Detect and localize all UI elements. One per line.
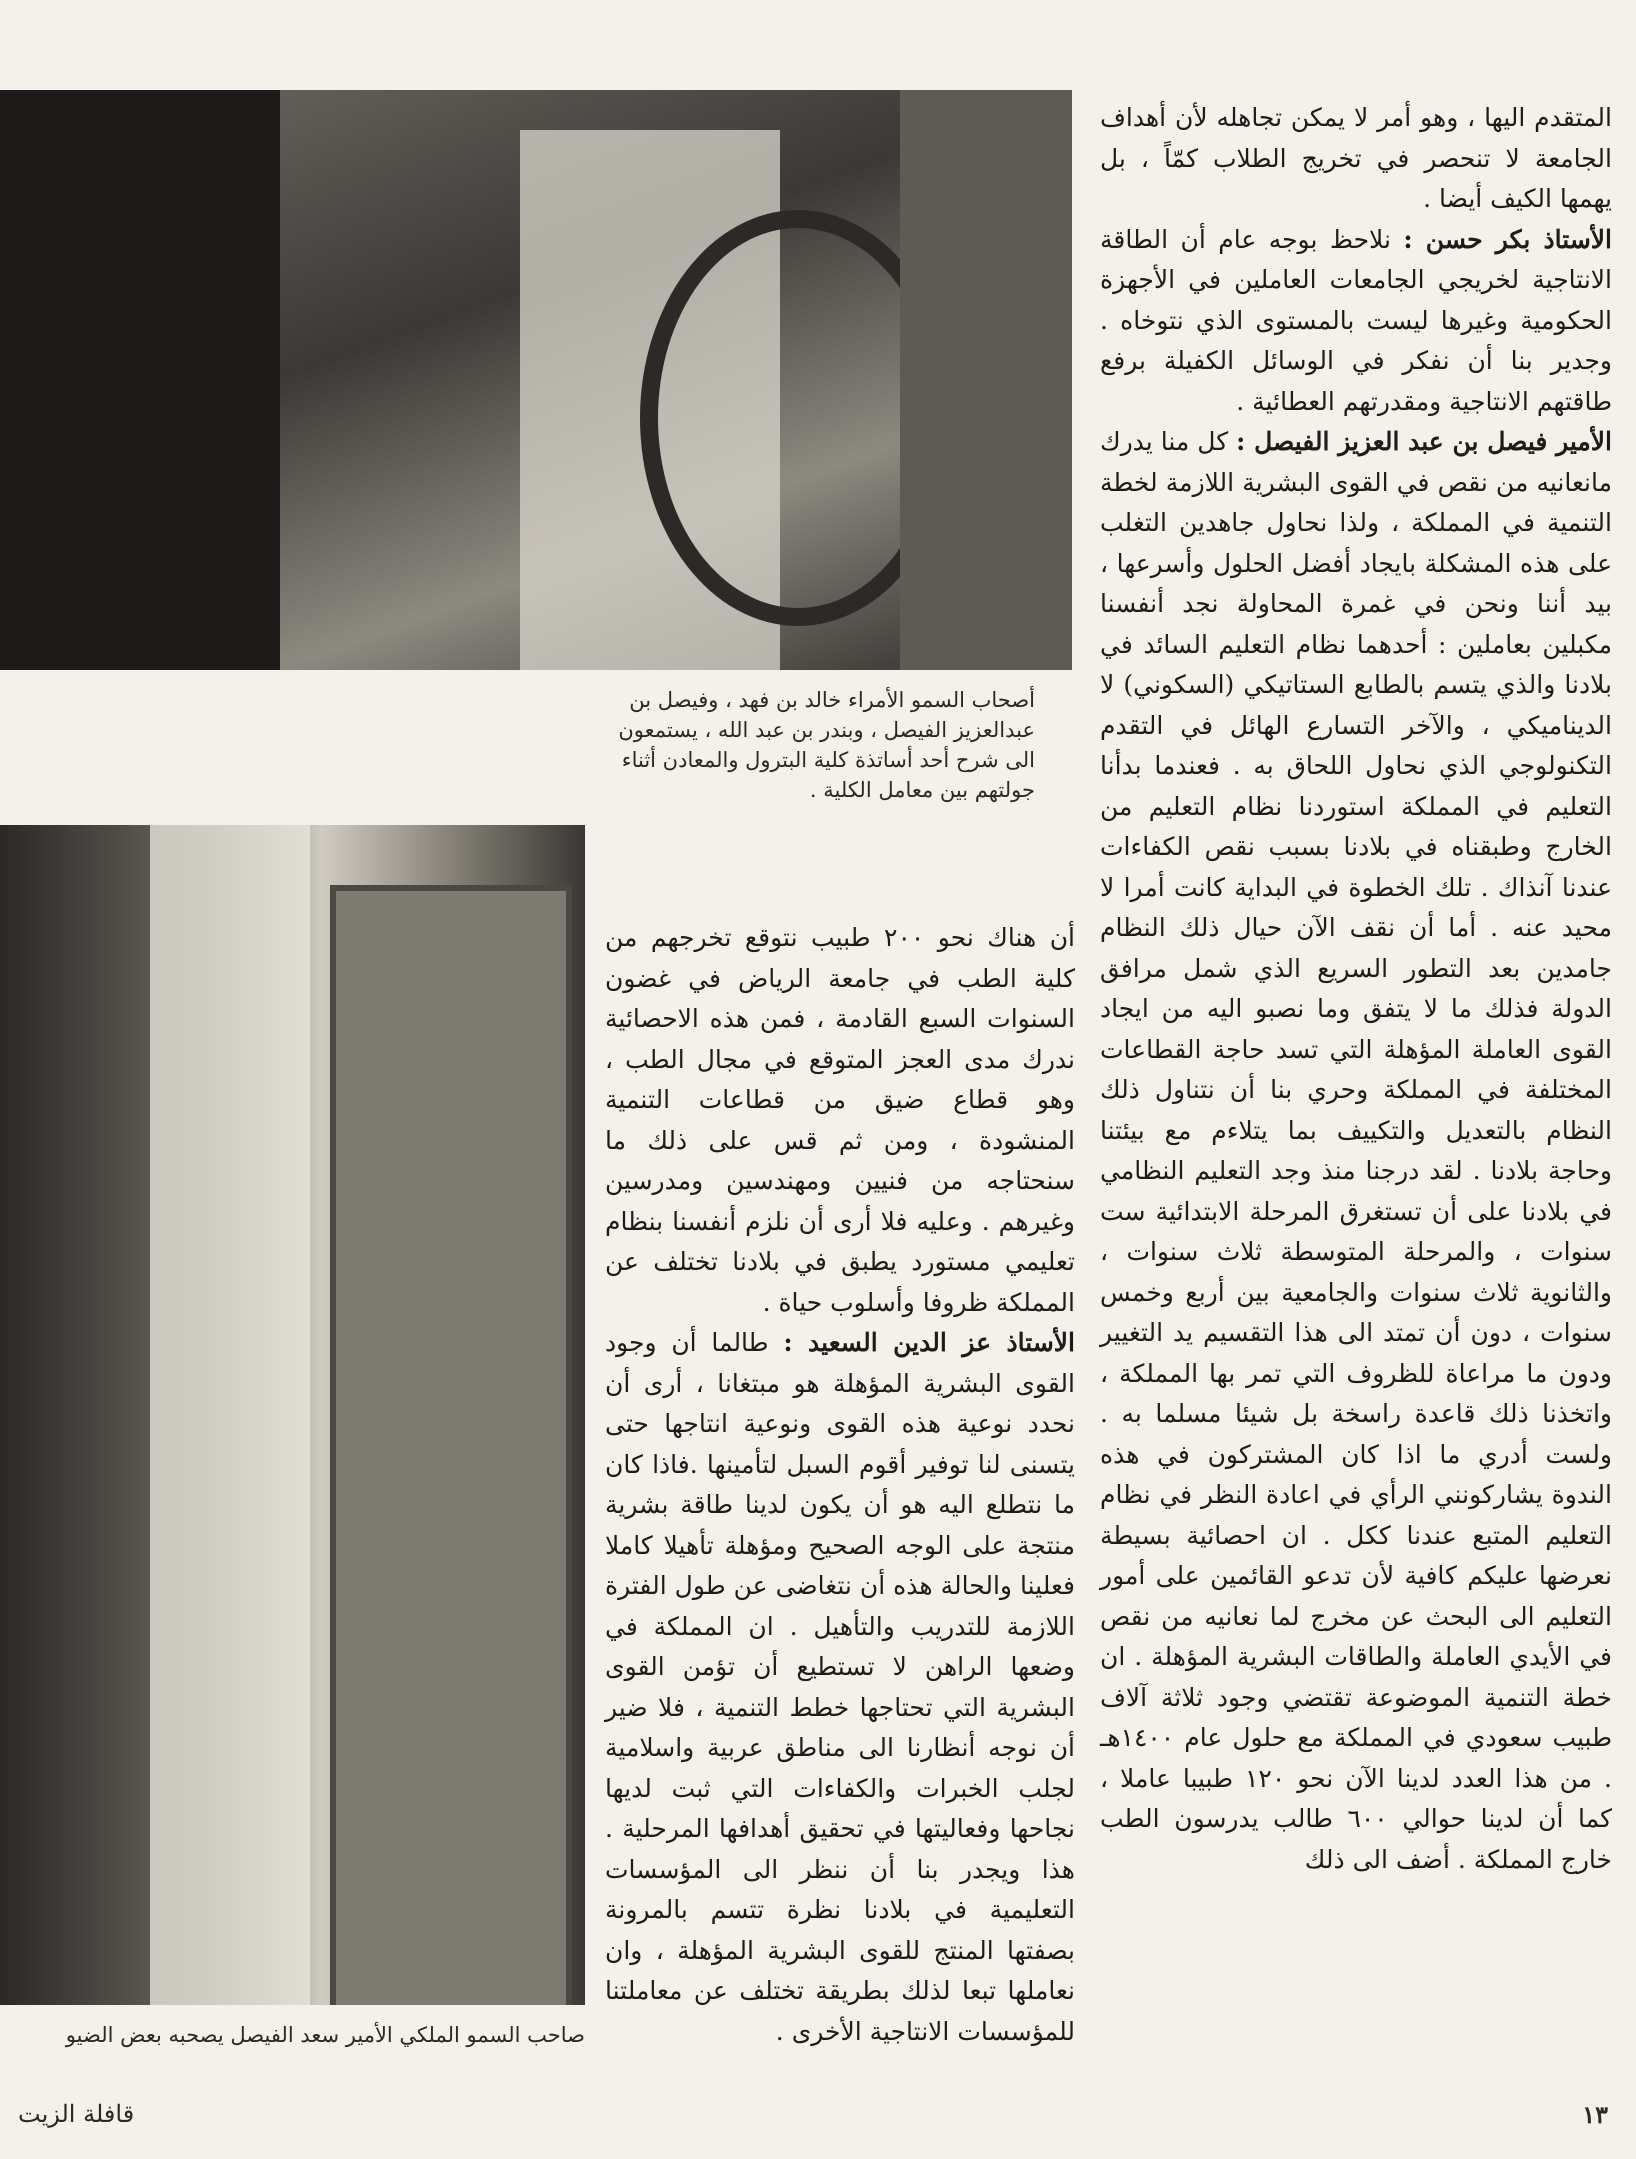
paragraph — [605, 918, 1075, 1323]
paragraph-text: أن هناك نحو ٢٠٠ طبيب نتوقع تخرجهم من كلية الطب في جامعة الرياض في غضون السنوات السبع القادمة ، فمن هذه الاحصائية ندرك مدى العجز المتوقع في مجال الطب ، وهو قطاع ضيق من قطاعات التنمية المنشودة ، ومن ثم قس على ذلك ما سنحتاجه من فنيين ومهندسين ومدرسين وغيرهم . وعليه فلا أرى أن نلزم أنفسنا بنظام تعليمي مستورد يطبق في بلادنا تختلف عن المملكة ظروفا وأسلوب حياة . — [605, 923, 1076, 1317]
paragraph — [605, 1323, 1075, 2052]
speaker-name: الأمير فيصل بن عبد العزيز الفيصل : — [1236, 427, 1612, 456]
article-column-middle — [605, 918, 1075, 2052]
paragraph — [1100, 422, 1612, 1880]
article-column-right — [1100, 98, 1612, 1880]
paragraph-text: طالما أن وجود القوى البشرية المؤهلة هو مبتغانا ، أرى أن نحدد نوعية هذه القوى ونوعية انتاجها حتى يتسنى لنا توفير أقوم السبل لتأمينها .فاذا كان ما نتطلع اليه هو أن يكون لدينا طاقة بشرية منتجة على الوجه الصحيح ومؤهلة تأهيلا كاملا فعلينا والحالة هذه أن نتغاضى عن طول الفترة اللازمة للتدريب والتأهيل . ان المملكة في وضعها الراهن لا تستطيع أن تؤمن القوى البشرية التي تحتاجها خطط التنمية ، فلا ضير أن نوجه أنظارنا الى مناطق عربية واسلامية لجلب الخبرات والكفاءات التي ثبت لديها نجاحها وفعاليتها في تحقيق أهدافها المرحلية . هذا ويجدر بنا أن ننظر الى المؤسسات التعليمية في بلادنا نظرة تتسم بالمرونة بصفتها المنتج للقوى البشرية المؤهلة ، وان نعاملها تبعا لذلك بطريقة تختلف عن معاملتنا للمؤسسات الانتاجية الأخرى . — [605, 1328, 1075, 2046]
paragraph-text: كل منا يدرك مانعانيه من نقص في القوى البشرية اللازمة لخطة التنمية في المملكة ، ولذا نحاول جاهدين التغلب على هذه المشكلة بايجاد أفضل الحلول وأسرعها ، بيد أننا ونحن في غمرة المحاولة نجد أنفسنا مكبلين بعاملين : أحدهما نظام التعليم السائد في بلادنا والذي يتسم بالطابع الستاتيكي (السكوني) لا الديناميكي ، والآخر التسارع الهائل في التقدم التكنولوجي الذي نحاول اللحاق به . فعندما بدأنا التعليم في المملكة استوردنا نظام التعليم من الخارج وطبقناه في بلادنا بسبب نقص الكفاءات عندنا آنذاك . تلك الخطوة في البداية كانت أمرا لا محيد عنه . أما أن نقف الآن حيال ذلك النظام جامدين بعد التطور السريع الذي شمل مرافق الدولة فذلك ما لا يتفق وما نصبو اليه من ايجاد القوى العاملة المؤهلة التي تسد حاجة القطاعات المختلفة في المملكة وحري بنا أن نتناول ذلك النظام بالتعديل والتكييف بما يتلاءم مع بيئتنا وحاجة بلادنا . لقد درجنا منذ وجد التعليم النظامي في بلادنا على أن تستغرق المرحلة الابتدائية ست سنوات ، والمرحلة المتوسطة ثلاث سنوات ، والثانوية ثلاث سنوات والجامعية بين أربع وخمس سنوات ، دون أن تمتد الى هذا التقسيم يد التغيير ودون ما مراعاة للظروف التي تمر بها المملكة ، واتخذنا ذلك قاعدة راسخة بل شيئا مسلما به . ولست أدري ما اذا كان المشتركون في هذه الندوة يشاركونني الرأي في اعادة النظر في نظام التعليم المتبع عندنا ككل . ان احصائية بسيطة نعرضها عليكم كافية لأن تدعو القائمين على أمور التعليم الى البحث عن مخرج لما نعانيه من نقص في الأيدي العاملة والطاقات البشرية المؤهلة . ان خطة التنمية الموضوعة تقتضي وجود ثلاثة آلاف طبيب سعودي في المملكة مع حلول عام ١٤٠٠هـ . من هذا العدد لدينا الآن نحو ١٢٠ طبيبا عاملا ، كما أن لدينا حوالي ٦٠٠ طالب يدرسون الطب خارج المملكة . أضف الى ذلك — [1100, 427, 1612, 1874]
photo-bottom-caption: صاحب السمو الملكي الأمير سعد الفيصل يصحبه بعض الضيو — [65, 2023, 585, 2047]
photo-top — [0, 90, 1072, 670]
paragraph — [1100, 220, 1612, 423]
magazine-name: قافلة الزيت — [18, 2100, 135, 2128]
paragraph-text: نلاحظ بوجه عام أن الطاقة الانتاجية لخريجي الجامعات العاملين في الأجهزة الحكومية وغيرها ليست بالمستوى الذي نتوخاه . وجدير بنا أن نفكر في الوسائل الكفيلة برفع طاقتهم الانتاجية ومقدرتهم العطائية . — [1100, 224, 1612, 416]
photo-top-caption: أصحاب السمو الأمراء خالد بن فهد ، وفيصل بن عبدالعزيز الفيصل ، وبندر بن عبد الله ، يستمعون الى شرح أحد أساتذة كلية البترول والمعادن أثناء جولتهم بين معامل الكلية . — [618, 688, 1035, 802]
speaker-name: الأستاذ بكر حسن : — [1403, 224, 1612, 254]
page-number: ١٣ — [1582, 2100, 1608, 2129]
paragraph-text: المتقدم اليها ، وهو أمر لا يمكن تجاهله لأن أهداف الجامعة لا تنحصر في تخريج الطلاب كمّاً ، بل يهمها الكيف أيضا . — [1100, 103, 1612, 213]
speaker-name: الأستاذ عز الدين السعيد : — [783, 1328, 1075, 1357]
paragraph — [1100, 98, 1612, 220]
photo-bottom — [0, 825, 585, 2005]
